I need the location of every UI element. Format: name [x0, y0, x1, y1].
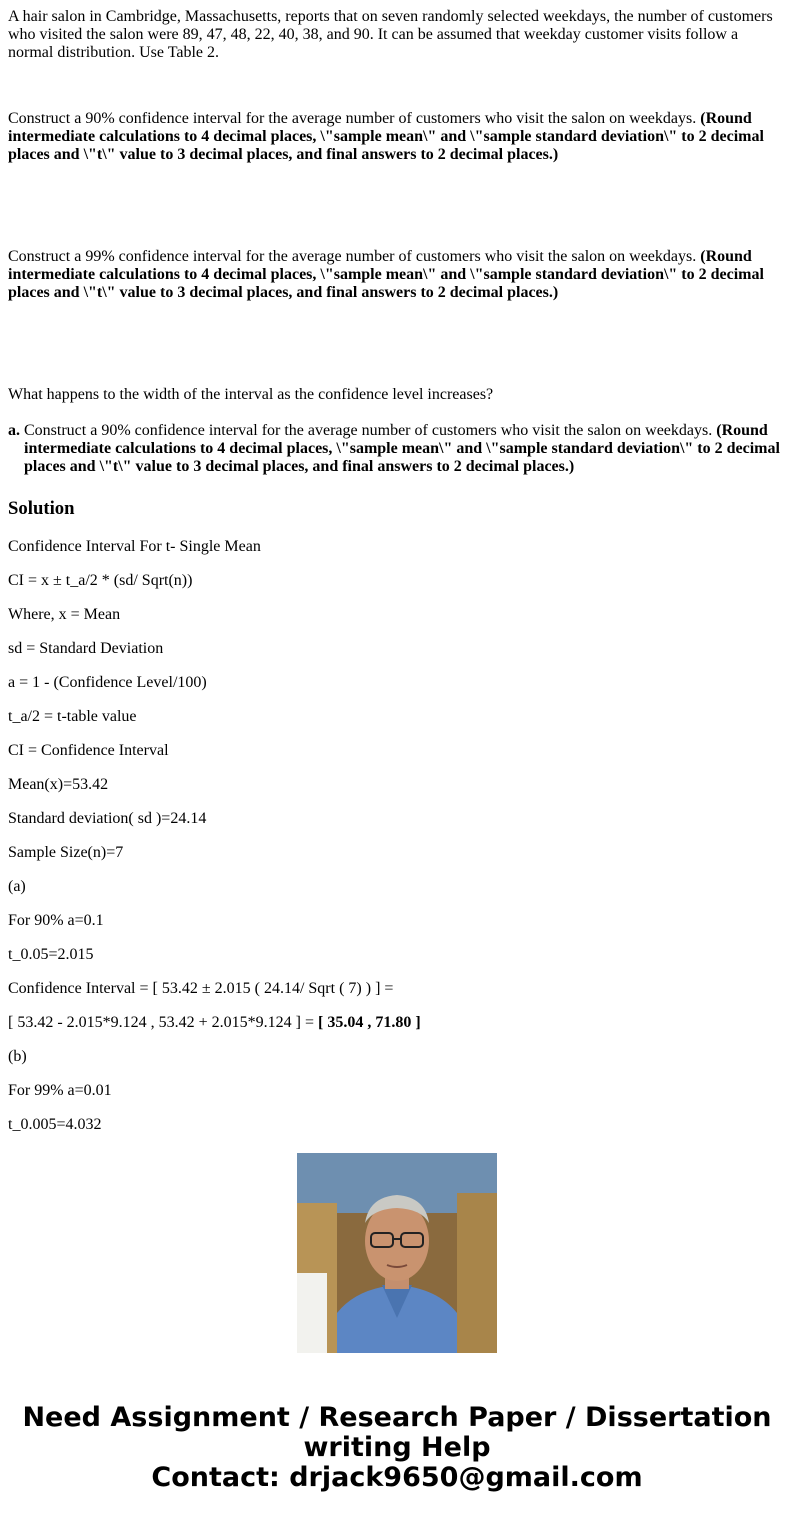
promo-text: [20, 1403, 774, 1493]
ci-result-line: [8, 1014, 784, 1032]
sub-question-a-text: [24, 422, 784, 476]
solution-line: Where, x = Mean: [8, 606, 121, 623]
ci-result-prefix: [ 53.42 - 2.015*9.124 , 53.42 + 2.015*9.124 ] =: [8, 1014, 319, 1031]
question-part-90-text: Construct a 90% confidence interval for the average number of customers who visit the salon on weekdays.: [8, 110, 701, 127]
list-marker: a.: [8, 422, 20, 439]
solution-line: t_a/2 = t-table value: [8, 708, 137, 725]
solution-line: (b): [8, 1048, 27, 1065]
sub-question-a-body: Construct a 90% confidence interval for the average number of customers who visit the salon on weekdays.: [24, 422, 717, 439]
sub-question-a: [8, 422, 784, 476]
solution-line: (a): [8, 878, 26, 895]
rounding-note: (Round intermediate calculations to 4 decimal places, \"sample mean\" and \"sample standard deviation\" to 2 decimal places and \"t\" value to 3 decimal places, and final answers to 2 decimal places.): [24, 422, 780, 475]
question-width: What happens to the width of the interval as the confidence level increases?: [8, 386, 494, 403]
solution-line: t_0.005=4.032: [8, 1116, 102, 1133]
question-part-90: [8, 110, 784, 164]
solution-line: a = 1 - (Confidence Level/100): [8, 674, 207, 691]
rounding-note: (Round intermediate calculations to 4 decimal places, \"sample mean\" and \"sample standard deviation\" to 2 decimal places and \"t\" value to 3 decimal places, and final answers to 2 decimal places.): [8, 248, 764, 301]
solution-line: Confidence Interval For t- Single Mean: [8, 538, 261, 555]
solution-line: sd = Standard Deviation: [8, 640, 164, 657]
solution-line: For 90% a=0.1: [8, 912, 104, 929]
solution-heading: Solution: [8, 498, 75, 519]
solution-line: Mean(x)=53.42: [8, 776, 109, 793]
tutor-photo: [297, 1153, 497, 1353]
promo-section: [0, 1153, 794, 1493]
solution-line: Sample Size(n)=7: [8, 844, 124, 861]
question-part-99: [8, 248, 784, 302]
question-part-99-text: Construct a 99% confidence interval for the average number of customers who visit the salon on weekdays.: [8, 248, 701, 265]
rounding-note: (Round intermediate calculations to 4 decimal places, \"sample mean\" and \"sample standard deviation\" to 2 decimal places and \"t\" value to 3 decimal places, and final answers to 2 decimal places.): [8, 110, 764, 163]
solution-line: Standard deviation( sd )=24.14: [8, 810, 207, 827]
ci-result-value: [ 35.04 , 71.80 ]: [318, 1014, 421, 1031]
solution-line: CI = x ± t_a/2 * (sd/ Sqrt(n)): [8, 572, 193, 589]
question-intro: A hair salon in Cambridge, Massachusetts, reports that on seven randomly selected weekdays, the number of customers who visited the salon were 89, 47, 48, 22, 40, 38, and 90. It can be assumed that weekday customer visits follow a normal distribution. Use Table 2.: [8, 8, 773, 61]
solution-body: [8, 538, 784, 1134]
document-content: [8, 8, 784, 1133]
solution-line: CI = Confidence Interval: [8, 742, 169, 759]
promo-line: writing Help: [303, 1432, 491, 1463]
solution-line: Confidence Interval = [ 53.42 ± 2.015 ( 24.14/ Sqrt ( 7) ) ] =: [8, 980, 394, 997]
contact-line: Contact: drjack9650@gmail.com: [151, 1462, 643, 1493]
avatar: [297, 1153, 497, 1353]
solution-line: t_0.05=2.015: [8, 946, 94, 963]
promo-line: Need Assignment / Research Paper / Dissertation: [22, 1402, 772, 1433]
solution-line: For 99% a=0.01: [8, 1082, 112, 1099]
